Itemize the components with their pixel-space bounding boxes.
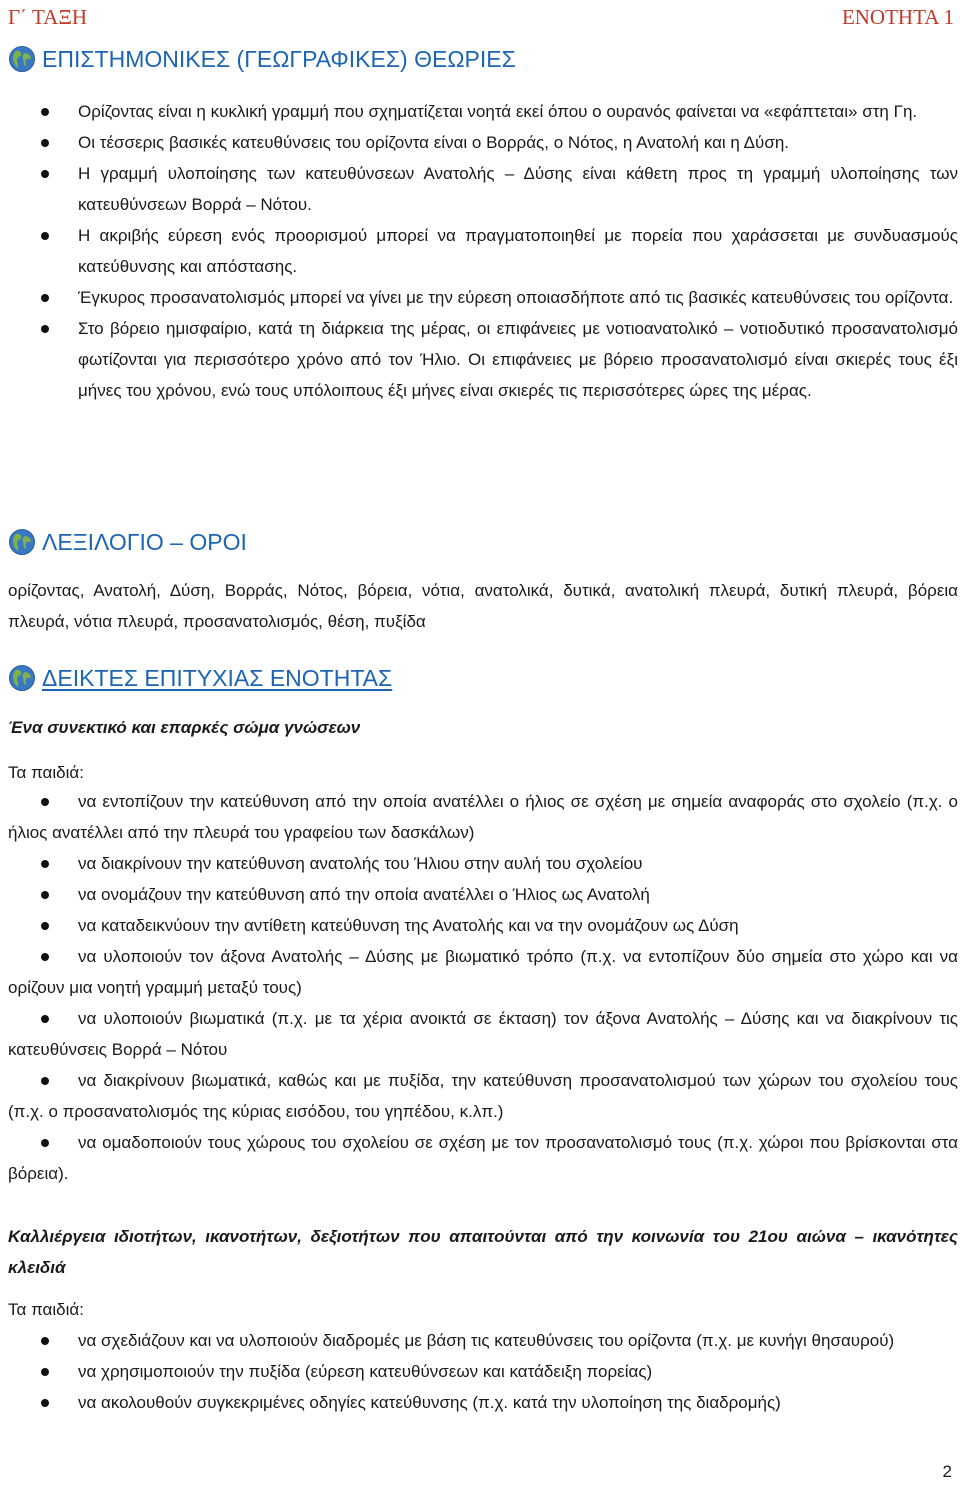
knowledge-lead: Τα παιδιά:	[8, 763, 84, 782]
list-item: Ορίζοντας είναι η κυκλική γραμμή που σχηματίζεται νοητά εκεί όπου ο ουρανός φαίνεται να «εφάπτεται» στη Γη.	[0, 96, 960, 127]
skills-lead: Τα παιδιά:	[8, 1300, 84, 1319]
unit-label: ΕΝΟΤΗΤΑ 1	[841, 5, 954, 29]
list-item: Στο βόρειο ημισφαίριο, κατά τη διάρκεια της μέρας, οι επιφάνειες με νοτιοανατολικό – νοτιοδυτικό προσανατολισμό φωτίζονται για περισσότερο χρόνο από τον Ήλιο. Οι επιφάνειες με βόρειο προσανατολισμό είναι σκιερές τους έξι μήνες του χρόνου, ενώ τους υπόλοιπους έξι μήνες είναι σκιερές τις περισσότερες ώρες της μέρας.	[0, 313, 960, 406]
list-item: Η ακριβής εύρεση ενός προορισμού μπορεί να πραγματοποιηθεί με πορεία που χαράσσεται με συνδυασμούς κατεύθυνσης και απόστασης.	[0, 220, 960, 282]
list-item: Οι τέσσερις βασικές κατευθύνσεις του ορίζοντα είναι ο Βορράς, ο Νότος, η Ανατολή και η Δύση.	[0, 127, 960, 158]
list-item: να ακολουθούν συγκεκριμένες οδηγίες κατεύθυνσης (π.χ. κατά την υλοποίηση της διαδρομής)	[0, 1387, 960, 1418]
list-item: να ονομάζουν την κατεύθυνση από την οποία ανατέλλει ο Ήλιος ως Ανατολή	[0, 879, 960, 910]
list-item: Έγκυρος προσανατολισμός μπορεί να γίνει με την εύρεση οποιασδήποτε από τις βασικές κατευθύνσεις του ορίζοντα.	[0, 282, 960, 313]
list-item: Η γραμμή υλοποίησης των κατευθύνσεων Ανατολής – Δύσης είναι κάθετη προς τη γραμμή υλοποίησης των κατευθύνσεων Βορρά – Νότου.	[0, 158, 960, 220]
bullet-dot-icon	[41, 860, 49, 868]
list-item: να διακρίνουν βιωματικά, καθώς και με πυξίδα, την κατεύθυνση προσανατολισμού των χώρων του σχολείου τους (π.χ. ο προσανατολισμός της κύριας εισόδου, του γηπέδου, κ.λπ.)	[8, 1071, 958, 1121]
bullet-dot-icon	[41, 139, 49, 147]
skills-subheading: Καλλιέργεια ιδιοτήτων, ικανοτήτων, δεξιοτήτων που απαιτούνται από την κοινωνία του 21ου αιώνα – ικανότητες κλειδιά	[8, 1227, 958, 1277]
bullet-dot-icon	[41, 108, 49, 116]
list-item: να καταδεικνύουν την αντίθετη κατεύθυνση της Ανατολής και να την ονομάζουν ως Δύση	[0, 910, 960, 941]
bullet-dot-icon	[41, 1368, 49, 1376]
globe-icon	[8, 528, 36, 556]
skills-list	[0, 1325, 960, 1418]
bullet-dot-icon	[41, 798, 49, 806]
glossary-terms: ορίζοντας, Ανατολή, Δύση, Βορράς, Νότος, βόρεια, νότια, ανατολικά, δυτικά, ανατολική πλευρά, δυτική πλευρά, βόρεια πλευρά, νότια πλευρά, προσανατολισμός, θέση, πυξίδα	[8, 581, 958, 631]
list-item: να ομαδοποιούν τους χώρους του σχολείου σε σχέση με τον προσανατολισμό τους (π.χ. χώροι που βρίσκονται στα βόρεια).	[8, 1133, 958, 1183]
list-item: να υλοποιούν βιωματικά (π.χ. με τα χέρια ανοικτά σε έκταση) τον άξονα Ανατολής – Δύσης και να διακρίνουν τις κατευθύνσεις Βορρά – Νότου	[8, 1009, 958, 1059]
section-title-glossary	[8, 528, 247, 556]
globe-icon	[8, 45, 36, 73]
theories-list	[0, 96, 960, 406]
list-item: να υλοποιούν τον άξονα Ανατολής – Δύσης με βιωματικό τρόπο (π.χ. να εντοπίζουν δύο σημεία στο χώρο και να ορίζουν μια νοητή γραμμή μεταξύ τους)	[8, 947, 958, 997]
bullet-dot-icon	[41, 922, 49, 930]
bullet-dot-icon	[41, 953, 49, 961]
section-title-theories	[8, 45, 516, 73]
bullet-dot-icon	[41, 1139, 49, 1147]
list-item: να χρησιμοποιούν την πυξίδα (εύρεση κατευθύνσεων και κατάδειξη πορείας)	[0, 1356, 960, 1387]
bullet-dot-icon	[41, 1015, 49, 1023]
knowledge-subheading: Ένα συνεκτικό και επαρκές σώμα γνώσεων	[8, 718, 361, 737]
list-item: να εντοπίζουν την κατεύθυνση από την οποία ανατέλλει ο ήλιος σε σχέση με σημεία αναφοράς στο σχολείο (π.χ. ο ήλιος ανατέλλει από την πλευρά του γραφείου των δασκάλων)	[8, 792, 958, 842]
section-title-text: ΕΠΙΣΤΗΜΟΝΙΚΕΣ (ΓΕΩΓΡΑΦΙΚΕΣ) ΘΕΩΡΙΕΣ	[42, 45, 516, 72]
bullet-dot-icon	[41, 891, 49, 899]
bullet-dot-icon	[41, 294, 49, 302]
list-item: να σχεδιάζουν και να υλοποιούν διαδρομές με βάση τις κατευθύνσεις του ορίζοντα (π.χ. με κυνήγι θησαυρού)	[0, 1325, 960, 1356]
list-item: να διακρίνουν την κατεύθυνση ανατολής του Ήλιου στην αυλή του σχολείου	[0, 848, 960, 879]
bullet-dot-icon	[41, 325, 49, 333]
globe-icon	[8, 664, 36, 692]
knowledge-list	[0, 786, 960, 1189]
bullet-dot-icon	[41, 170, 49, 178]
bullet-dot-icon	[41, 1077, 49, 1085]
section-title-text: ΛΕΞΙΛΟΓΙΟ – ΟΡΟΙ	[42, 528, 247, 555]
section-title-indicators	[8, 664, 392, 692]
bullet-dot-icon	[41, 1399, 49, 1407]
page-number: 2	[942, 1462, 952, 1481]
grade-label: Γ΄ ΤΑΞΗ	[8, 5, 87, 29]
section-title-text: ΔΕΙΚΤΕΣ ΕΠΙΤΥΧΙΑΣ ΕΝΟΤΗΤΑΣ	[42, 664, 393, 691]
bullet-dot-icon	[41, 1337, 49, 1345]
bullet-dot-icon	[41, 232, 49, 240]
running-header	[0, 0, 960, 34]
